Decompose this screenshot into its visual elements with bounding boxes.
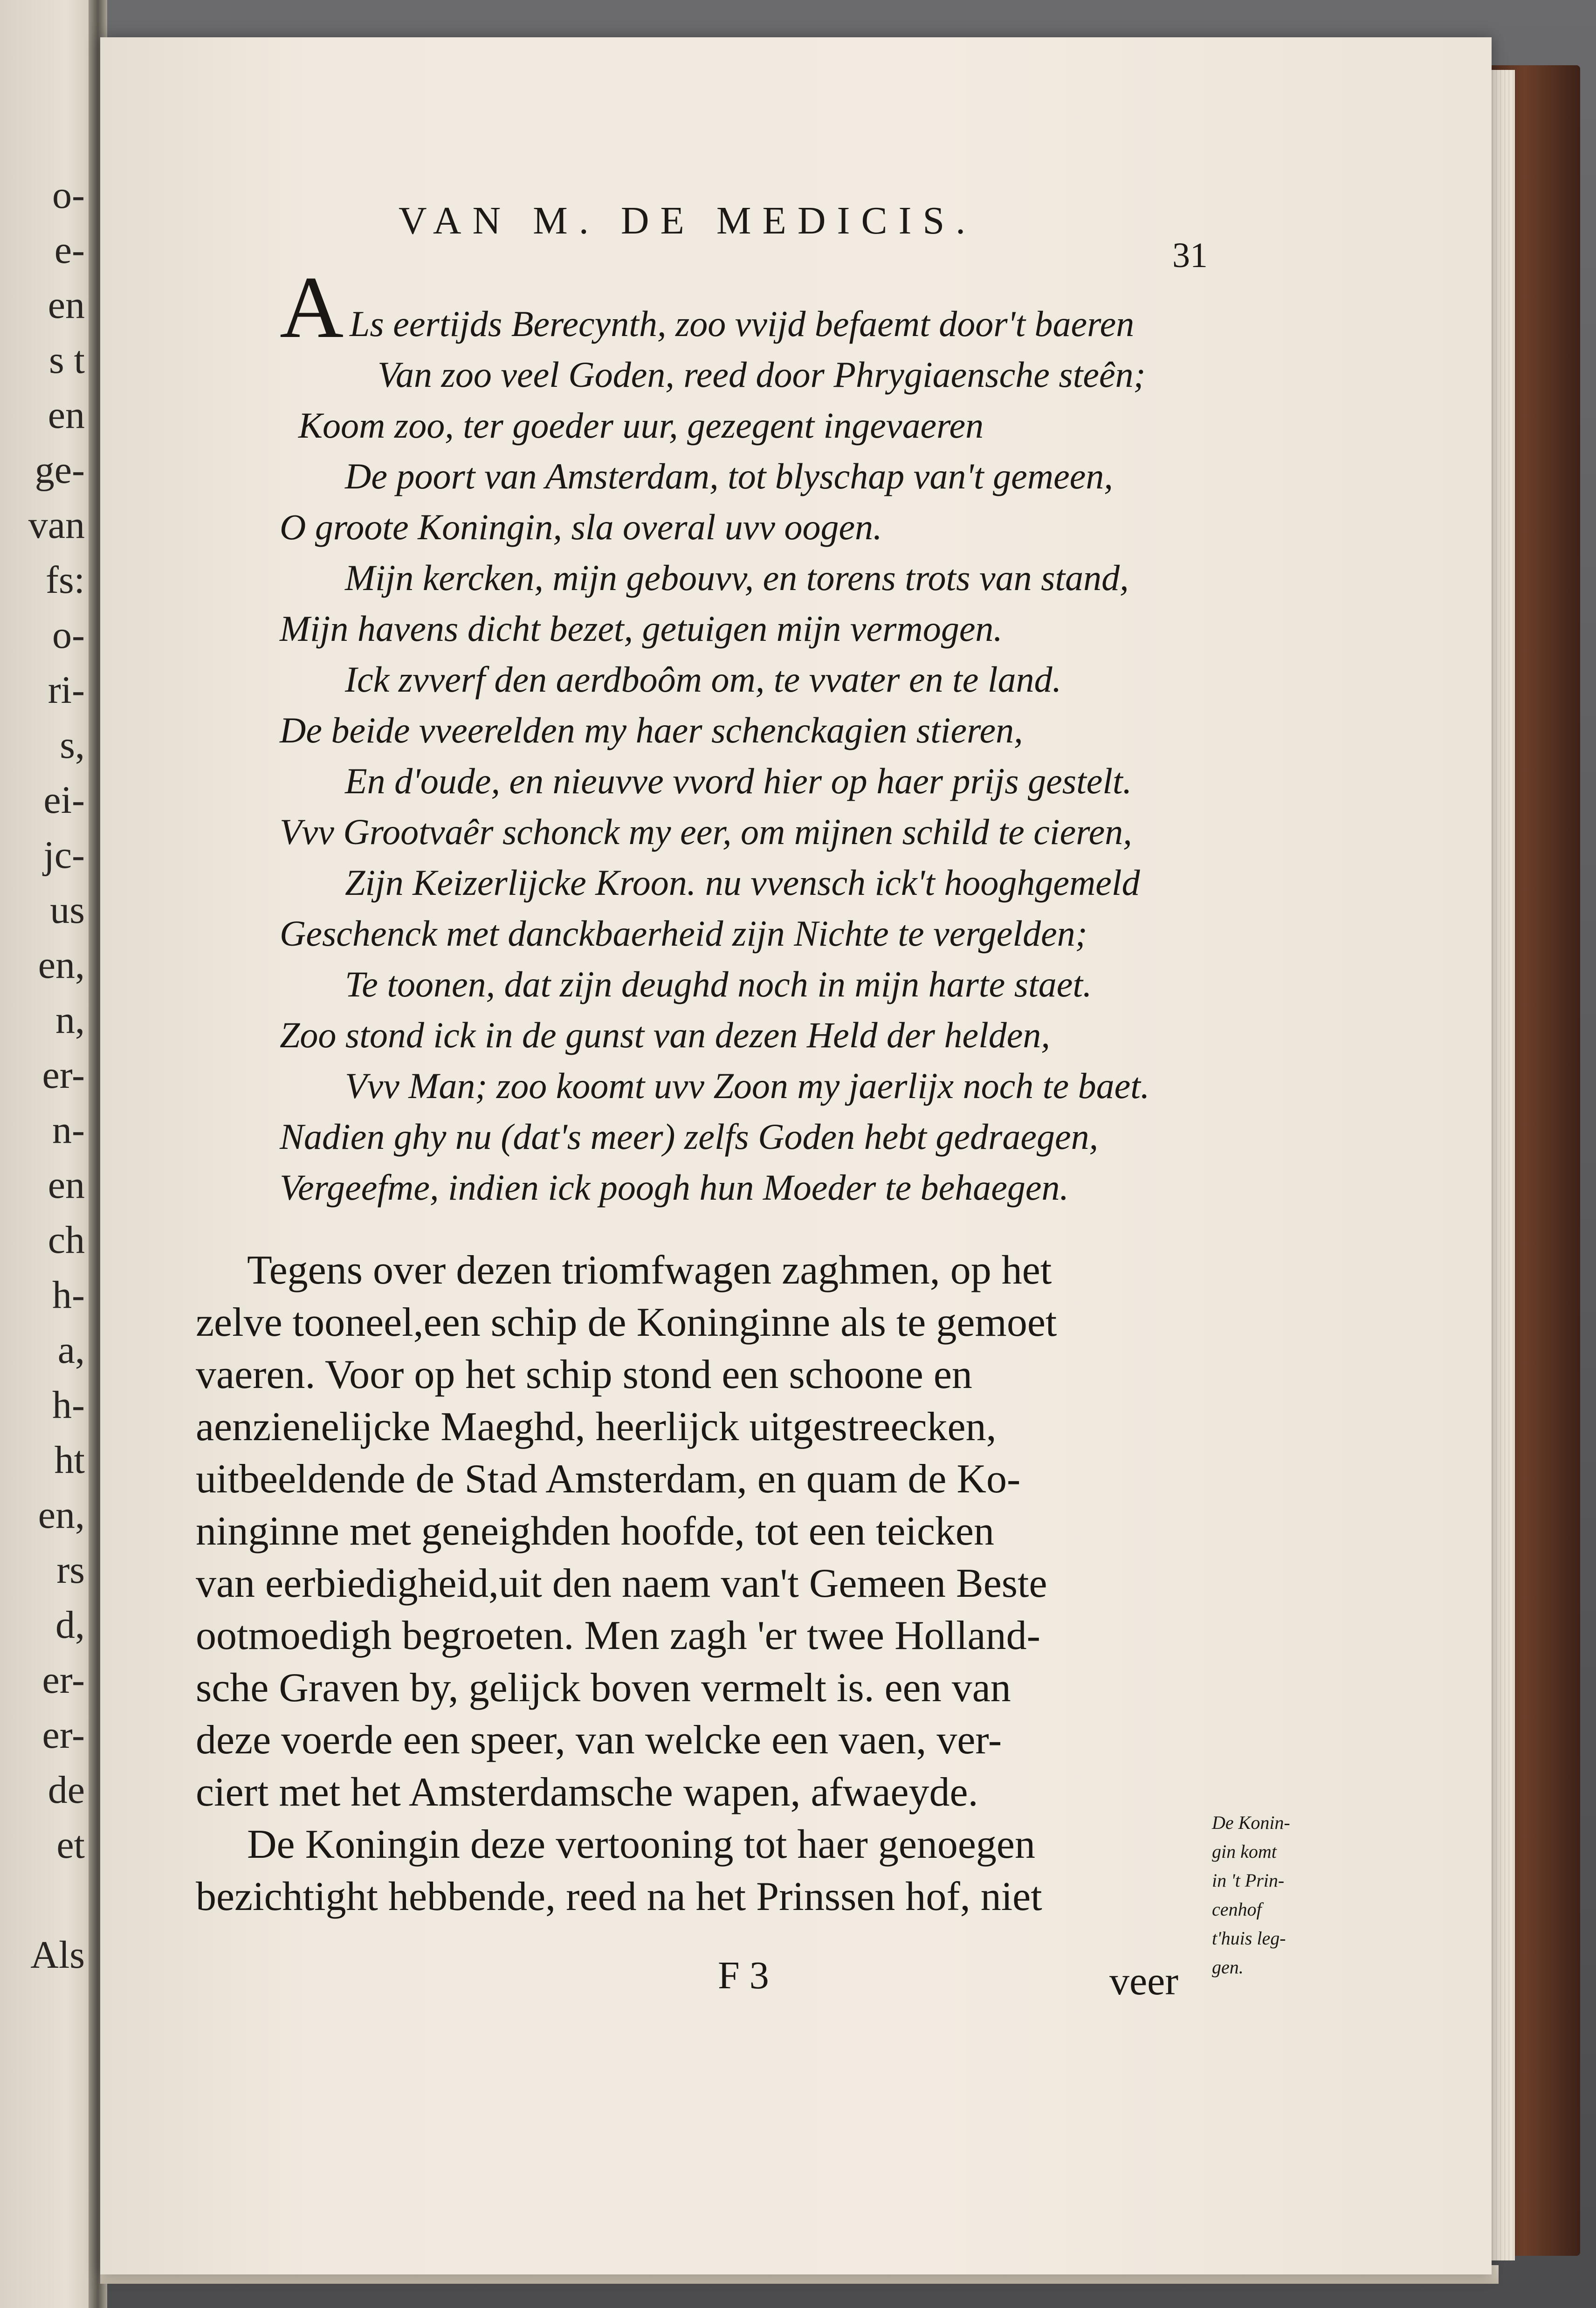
left-margin-fragment: van — [28, 503, 85, 547]
page-number: 31 — [1172, 236, 1208, 275]
verse-line: Vvv Grootvaêr schonck my eer, om mijnen schild te cieren, — [280, 811, 1132, 852]
left-margin-fragment: n- — [52, 1108, 85, 1152]
left-page-margin-text — [0, 168, 89, 1983]
left-margin-fragment: rs — [56, 1548, 85, 1592]
left-margin-fragment: en — [48, 1163, 85, 1207]
left-margin-fragment: a, — [57, 1328, 85, 1372]
prose-line: ootmoedigh begroeten. Men zagh 'er twee Holland- — [196, 1613, 1040, 1658]
left-margin-fragment: d, — [55, 1603, 85, 1647]
left-margin-fragment: n, — [55, 998, 85, 1042]
prose-line: aenzienelijcke Maeghd, heerlijck uitgestreecken, — [196, 1404, 997, 1449]
verse-line: Zoo stond ick in de gunst van dezen Held der helden, — [280, 1015, 1050, 1055]
verse-line: Ick zvverf den aerdboôm om, te vvater en te land. — [345, 659, 1062, 700]
marginal-note — [1212, 1808, 1310, 1985]
prose-line: van eerbiedigheid,uit den naem van't Gemeen Beste — [196, 1561, 1047, 1606]
verse-block — [280, 259, 1235, 1212]
left-margin-fragment: s, — [60, 723, 85, 767]
left-margin-fragment: o- — [52, 613, 85, 657]
prose-line: ninginne met geneighden hoofde, tot een teicken — [196, 1509, 994, 1554]
left-margin-fragment: o- — [52, 173, 85, 217]
verse-line: Vergeefme, indien ick poogh hun Moeder te behaegen. — [280, 1167, 1069, 1208]
left-margin-fragment: en, — [38, 943, 85, 987]
left-margin-fragment: us — [50, 888, 85, 932]
catchword: veer — [1109, 1958, 1178, 2003]
verse-line: Nadien ghy nu (dat's meer) zelfs Goden hebt gedraegen, — [280, 1116, 1099, 1157]
left-margin-fragment: en, — [38, 1493, 85, 1537]
left-margin-fragment: jc- — [43, 833, 85, 877]
left-margin-fragment: ei- — [43, 778, 85, 822]
marginal-note-line: cenhof — [1212, 1899, 1262, 1920]
verse-line: De beide vveerelden my haer schenckagien stieren, — [280, 710, 1023, 750]
prose-block — [196, 1244, 1240, 1990]
left-margin-fragment: er- — [42, 1713, 85, 1757]
verse-line: Vvv Man; zoo koomt uvv Zoon my jaerlijx noch te baet. — [345, 1065, 1150, 1106]
signature-mark: F 3 — [718, 1954, 769, 1997]
marginal-note-line: gen. — [1212, 1957, 1244, 1978]
prose-line: deze voerde een speer, van welcke een vaen, ver- — [196, 1717, 1002, 1763]
left-margin-fragment: en — [48, 283, 85, 327]
prose-line: Tegens over dezen triomfwagen zaghmen, op het — [247, 1248, 1052, 1293]
left-margin-fragment: ht — [54, 1438, 85, 1482]
left-margin-fragment: de — [48, 1768, 85, 1812]
left-margin-fragment: ri- — [48, 668, 85, 712]
left-margin-fragment: en — [48, 393, 85, 437]
verse-line: O groote Koningin, sla overal uvv oogen. — [280, 507, 882, 547]
prose-line: ciert met het Amsterdamsche wapen, afwaeyde. — [196, 1770, 978, 1815]
left-margin-fragment: Als — [30, 1933, 85, 1977]
verse-line: Koom zoo, ter goeder uur, gezegent ingevaeren — [298, 405, 984, 446]
marginal-note-line: gin komt — [1212, 1841, 1277, 1862]
marginal-note-line: in 't Prin- — [1212, 1870, 1285, 1891]
verse-line: En d'oude, en nieuvve vvord hier op haer prijs gestelt. — [345, 761, 1132, 801]
verse-line: Zijn Keizerlijcke Kroon. nu vvensch ick't hooghgemeld — [345, 862, 1140, 903]
verse-line: Mijn kercken, mijn gebouvv, en torens trots van stand, — [345, 557, 1129, 598]
left-margin-fragment — [0, 1873, 89, 1928]
left-page — [0, 0, 96, 2308]
prose-line: sche Graven by, gelijck boven vermelt is. een van — [196, 1665, 1011, 1710]
left-margin-fragment: h- — [52, 1383, 85, 1427]
verse-line: Van zoo veel Goden, reed door Phrygiaensche steên; — [378, 354, 1146, 395]
verse-line: Geschenck met danckbaerheid zijn Nichte te vergelden; — [280, 913, 1087, 954]
left-margin-fragment: ch — [48, 1218, 85, 1262]
prose-line: De Koningin deze vertooning tot haer genoegen — [247, 1822, 1035, 1867]
left-margin-fragment: ge- — [34, 448, 85, 492]
marginal-note-line: t'huis leg- — [1212, 1928, 1286, 1949]
left-margin-fragment: h- — [52, 1273, 85, 1317]
verse-line: Te toonen, dat zijn deughd noch in mijn harte staet. — [345, 964, 1092, 1004]
drop-cap: A — [280, 259, 344, 357]
left-margin-fragment: er- — [42, 1658, 85, 1702]
left-margin-fragment: et — [56, 1823, 85, 1867]
verse-line: Ls eertijds Berecynth, zoo vvijd befaemt door't baeren — [350, 303, 1135, 344]
left-margin-fragment: s t — [48, 338, 85, 382]
prose-line: uitbeeldende de Stad Amsterdam, en quam de Ko- — [196, 1456, 1021, 1502]
verse-line: De poort van Amsterdam, tot blyschap van't gemeen, — [345, 456, 1113, 496]
left-margin-fragment: e- — [54, 228, 85, 272]
running-head-title: VAN M. DE MEDICIS. — [399, 199, 977, 242]
left-margin-fragment: fs: — [46, 558, 85, 602]
verse-line: Mijn havens dicht bezet, getuigen mijn vermogen. — [280, 608, 1003, 649]
marginal-note-line: De Konin- — [1212, 1812, 1290, 1833]
prose-line: vaeren. Voor op het schip stond een schoone en — [196, 1352, 972, 1397]
prose-line: bezichtight hebbende, reed na het Prinssen hof, niet — [196, 1874, 1042, 1919]
prose-line: zelve tooneel,een schip de Koninginne als te gemoet — [196, 1300, 1057, 1345]
left-margin-fragment: er- — [42, 1053, 85, 1097]
